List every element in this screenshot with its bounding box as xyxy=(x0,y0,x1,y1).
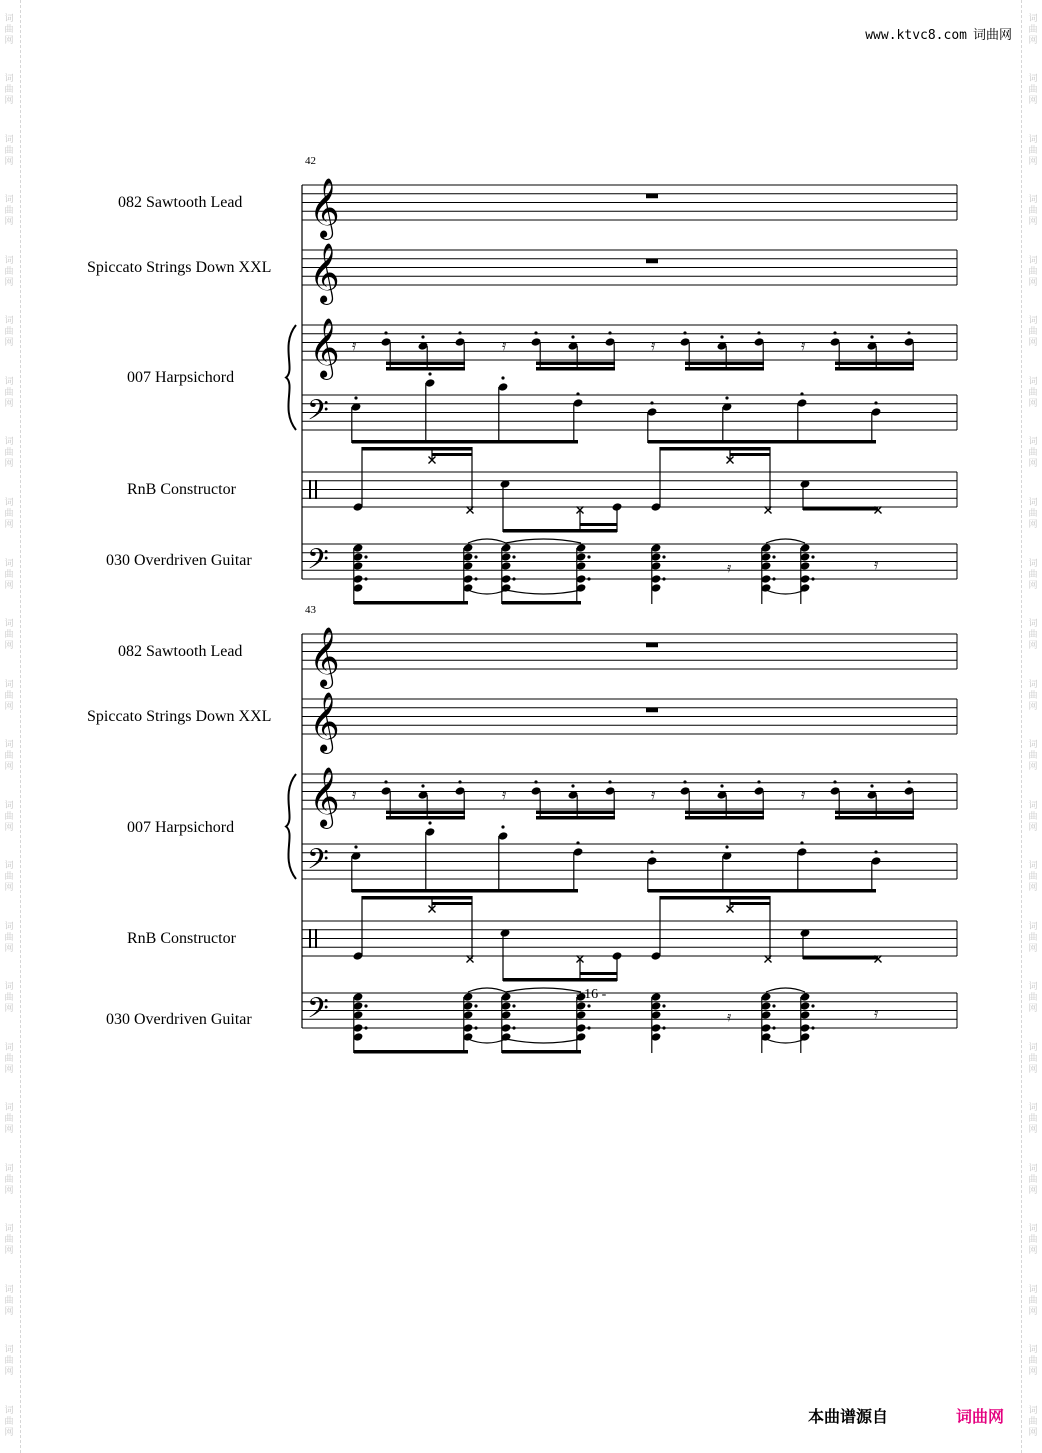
instrument-label: 007 Harpsichord xyxy=(127,819,235,836)
watermark-glyph: 词 曲 网 xyxy=(4,195,14,228)
staccato-dot xyxy=(512,1004,515,1007)
staccato-dot xyxy=(512,555,515,558)
beam xyxy=(432,453,472,456)
beam xyxy=(730,453,770,456)
tie-arc xyxy=(468,590,506,594)
tie-arc xyxy=(506,1039,581,1043)
watermark-glyph: 词 曲 网 xyxy=(4,1345,14,1378)
watermark-glyph: 词 曲 网 xyxy=(4,255,14,288)
watermark-glyph: 词 曲 网 xyxy=(1028,558,1038,591)
staccato-dot xyxy=(874,401,877,404)
watermark-glyph: 词 曲 网 xyxy=(4,316,14,349)
watermark-glyph: 词 曲 网 xyxy=(4,861,14,894)
staccato-dot xyxy=(907,331,910,334)
watermark-glyph: 词 曲 网 xyxy=(1028,861,1038,894)
staccato-dot xyxy=(587,1026,590,1029)
watermark-glyph: 词 曲 网 xyxy=(1028,679,1038,712)
watermark-glyph: 词 曲 网 xyxy=(4,1042,14,1075)
beam xyxy=(354,1050,468,1054)
staccato-dot xyxy=(364,1004,367,1007)
beam xyxy=(835,367,914,371)
tie-arc xyxy=(506,988,581,992)
staccato-dot xyxy=(720,335,723,338)
watermark-glyph: 词 曲 网 xyxy=(4,74,14,107)
staccato-dot xyxy=(534,780,537,783)
beam xyxy=(362,447,472,451)
staccato-dot xyxy=(364,577,367,580)
tie-arc xyxy=(468,1039,506,1043)
beam xyxy=(536,811,615,815)
beam xyxy=(685,367,764,371)
beam xyxy=(685,362,764,366)
staccato-dot xyxy=(571,784,574,787)
beam xyxy=(580,523,617,526)
instrument-label: 082 Sawtooth Lead xyxy=(118,194,243,211)
watermark-glyph: 词 曲 网 xyxy=(4,134,14,167)
beam xyxy=(352,440,578,444)
staccato-dot xyxy=(870,335,873,338)
page-number: - 16 - xyxy=(576,987,607,1002)
sixteenth-rest-icon: 𝄿 xyxy=(801,338,806,354)
percussion-clef-icon xyxy=(315,480,317,499)
instrument-label: RnB Constructor xyxy=(127,930,236,947)
staccato-dot xyxy=(662,555,665,558)
watermark-glyph: 词 曲 网 xyxy=(1028,1163,1038,1196)
staccato-dot xyxy=(772,1026,775,1029)
watermark-glyph: 词 曲 网 xyxy=(1028,316,1038,349)
watermark-glyph: 词 曲 网 xyxy=(4,1224,14,1257)
watermark-glyph: 词 曲 网 xyxy=(4,13,14,46)
watermark-glyph: 词 曲 网 xyxy=(1028,1103,1038,1136)
staccato-dot xyxy=(811,1026,814,1029)
watermark-glyph: 词 曲 网 xyxy=(4,740,14,773)
staccato-dot xyxy=(757,780,760,783)
beam xyxy=(536,816,615,820)
beam xyxy=(803,956,878,960)
instrument-label: Spiccato Strings Down XXL xyxy=(87,708,272,725)
staccato-dot xyxy=(833,780,836,783)
watermark-glyph: 词 曲 网 xyxy=(4,558,14,591)
staccato-dot xyxy=(576,841,579,844)
staccato-dot xyxy=(650,850,653,853)
brace-icon xyxy=(286,774,296,879)
tie-arc xyxy=(766,1039,805,1043)
staccato-dot xyxy=(725,396,728,399)
treble-clef-icon: 𝄞 xyxy=(309,178,340,238)
whole-rest-icon xyxy=(646,643,658,648)
staccato-dot xyxy=(772,555,775,558)
beam xyxy=(354,601,468,605)
instrument-label: 030 Overdriven Guitar xyxy=(106,1011,252,1028)
beam xyxy=(660,896,770,900)
staccato-dot xyxy=(458,780,461,783)
watermark-glyph: 词 曲 网 xyxy=(1028,195,1038,228)
beam xyxy=(386,811,465,815)
beam xyxy=(803,507,878,511)
bass-clef-icon: 𝄢 xyxy=(307,992,329,1032)
beam xyxy=(835,362,914,366)
treble-clef-icon: 𝄞 xyxy=(309,692,340,752)
tie-arc xyxy=(766,590,805,594)
beam xyxy=(835,816,914,820)
beam xyxy=(503,978,617,982)
beam xyxy=(685,811,764,815)
staccato-dot xyxy=(421,784,424,787)
staccato-dot xyxy=(501,376,504,379)
tie-arc xyxy=(766,539,805,543)
staccato-dot xyxy=(421,335,424,338)
percussion-clef-icon xyxy=(309,929,311,948)
sixteenth-rest-icon: 𝄿 xyxy=(352,338,357,354)
sixteenth-rest-icon: 𝄿 xyxy=(874,1006,879,1022)
watermark-glyph: 词 曲 网 xyxy=(4,498,14,531)
beam xyxy=(685,816,764,820)
watermark-glyph: 词 曲 网 xyxy=(1028,921,1038,954)
staccato-dot xyxy=(683,331,686,334)
bass-clef-icon: 𝄢 xyxy=(307,543,329,583)
watermark-glyph: 词 曲 网 xyxy=(1028,74,1038,107)
instrument-label: 030 Overdriven Guitar xyxy=(106,552,252,569)
watermark-glyph: 词 曲 网 xyxy=(4,619,14,652)
site-url[interactable]: www.ktvc8.com xyxy=(865,28,967,43)
whole-rest-icon xyxy=(646,259,658,264)
watermark-glyph: 词 曲 网 xyxy=(1028,982,1038,1015)
staccato-dot xyxy=(354,845,357,848)
watermark-glyph: 词 曲 网 xyxy=(1028,255,1038,288)
tie-arc xyxy=(766,988,805,992)
watermark-glyph: 词 曲 网 xyxy=(4,1284,14,1317)
beam xyxy=(362,896,472,900)
staccato-dot xyxy=(587,577,590,580)
watermark-glyph: 词 曲 网 xyxy=(1028,1284,1038,1317)
watermark-glyph: 词 曲 网 xyxy=(1028,376,1038,409)
tie-arc xyxy=(506,539,581,543)
treble-clef-icon: 𝄞 xyxy=(309,627,340,687)
sixteenth-rest-icon: 𝄿 xyxy=(727,1009,732,1025)
staccato-dot xyxy=(474,1026,477,1029)
staccato-dot xyxy=(512,1026,515,1029)
staccato-dot xyxy=(474,555,477,558)
staccato-dot xyxy=(833,331,836,334)
staccato-dot xyxy=(474,1004,477,1007)
whole-rest-icon xyxy=(646,708,658,713)
staccato-dot xyxy=(512,577,515,580)
staccato-dot xyxy=(811,577,814,580)
beam xyxy=(352,889,578,893)
instrument-label: 082 Sawtooth Lead xyxy=(118,643,243,660)
staccato-dot xyxy=(428,372,431,375)
site-name: 词曲网 xyxy=(972,28,1012,43)
beam xyxy=(432,902,472,905)
watermark-glyph: 词 曲 网 xyxy=(1028,498,1038,531)
staccato-dot xyxy=(571,335,574,338)
staccato-dot xyxy=(501,825,504,828)
staccato-dot xyxy=(587,1004,590,1007)
instrument-label: 007 Harpsichord xyxy=(127,369,235,386)
watermark-glyph: 词 曲 网 xyxy=(1028,740,1038,773)
staccato-dot xyxy=(662,1004,665,1007)
bass-clef-icon: 𝄢 xyxy=(307,394,329,434)
tie-arc xyxy=(468,539,506,543)
watermark-glyph: 词 曲 网 xyxy=(4,1103,14,1136)
staccato-dot xyxy=(662,577,665,580)
treble-clef-icon: 𝄞 xyxy=(309,767,340,827)
tie-arc xyxy=(468,988,506,992)
treble-clef-icon: 𝄞 xyxy=(309,318,340,378)
staccato-dot xyxy=(458,331,461,334)
watermark-glyph: 词 曲 网 xyxy=(1028,1345,1038,1378)
beam xyxy=(386,362,465,366)
instrument-label: Spiccato Strings Down XXL xyxy=(87,259,272,276)
staccato-dot xyxy=(384,331,387,334)
beam xyxy=(502,1050,581,1054)
watermark-glyph: 词 曲 网 xyxy=(1028,1224,1038,1257)
beam xyxy=(503,529,617,533)
watermark-glyph: 词 曲 网 xyxy=(1028,134,1038,167)
beam xyxy=(536,362,615,366)
beam xyxy=(730,902,770,905)
instrument-label: RnB Constructor xyxy=(127,481,236,498)
measure-number: 42 xyxy=(305,155,316,167)
staccato-dot xyxy=(811,555,814,558)
whole-rest-icon xyxy=(646,194,658,199)
staccato-dot xyxy=(772,577,775,580)
staccato-dot xyxy=(364,555,367,558)
staccato-dot xyxy=(608,331,611,334)
brace-icon xyxy=(286,325,296,430)
staccato-dot xyxy=(364,1026,367,1029)
watermark-glyph: 词 曲 网 xyxy=(4,921,14,954)
staccato-dot xyxy=(384,780,387,783)
percussion-clef-icon xyxy=(315,929,317,948)
staccato-dot xyxy=(474,577,477,580)
watermark-glyph: 词 曲 网 xyxy=(4,982,14,1015)
staccato-dot xyxy=(587,555,590,558)
staccato-dot xyxy=(683,780,686,783)
staccato-dot xyxy=(720,784,723,787)
beam xyxy=(648,889,876,893)
staccato-dot xyxy=(354,396,357,399)
watermark-glyph: 词 曲 网 xyxy=(1028,800,1038,833)
beam xyxy=(835,811,914,815)
sixteenth-rest-icon: 𝄿 xyxy=(801,787,806,803)
watermark-glyph: 词 曲 网 xyxy=(1028,437,1038,470)
staccato-dot xyxy=(662,1026,665,1029)
beam xyxy=(580,972,617,975)
footer-source-label: 本曲谱源自 xyxy=(808,1407,889,1426)
staccato-dot xyxy=(800,392,803,395)
staccato-dot xyxy=(534,331,537,334)
staccato-dot xyxy=(725,845,728,848)
beam xyxy=(536,367,615,371)
beam xyxy=(502,601,581,605)
staccato-dot xyxy=(907,780,910,783)
staccato-dot xyxy=(757,331,760,334)
bass-clef-icon: 𝄢 xyxy=(307,843,329,883)
footer-brand-link[interactable]: 词曲网 xyxy=(956,1407,1005,1426)
staccato-dot xyxy=(874,850,877,853)
staccato-dot xyxy=(811,1004,814,1007)
watermark-glyph: 词 曲 网 xyxy=(4,376,14,409)
staccato-dot xyxy=(428,821,431,824)
watermark-glyph: 词 曲 网 xyxy=(4,437,14,470)
staccato-dot xyxy=(576,392,579,395)
measure-number: 43 xyxy=(305,604,316,616)
sixteenth-rest-icon: 𝄿 xyxy=(502,338,507,354)
staccato-dot xyxy=(870,784,873,787)
watermark-glyph: 词 曲 网 xyxy=(1028,13,1038,46)
staccato-dot xyxy=(800,841,803,844)
beam xyxy=(386,367,465,371)
percussion-clef-icon xyxy=(309,480,311,499)
beam xyxy=(660,447,770,451)
sixteenth-rest-icon: 𝄿 xyxy=(651,787,656,803)
tie-arc xyxy=(506,590,581,594)
watermark-glyph: 词 曲 网 xyxy=(4,1163,14,1196)
sixteenth-rest-icon: 𝄿 xyxy=(651,338,656,354)
watermark-glyph: 词 曲 网 xyxy=(4,679,14,712)
treble-clef-icon: 𝄞 xyxy=(309,243,340,303)
watermark-glyph: 词 曲 网 xyxy=(1028,1405,1038,1438)
staccato-dot xyxy=(650,401,653,404)
sixteenth-rest-icon: 𝄿 xyxy=(727,560,732,576)
watermark-glyph: 词 曲 网 xyxy=(1028,619,1038,652)
staccato-dot xyxy=(608,780,611,783)
watermark-glyph: 词 曲 网 xyxy=(4,1405,14,1438)
sixteenth-rest-icon: 𝄿 xyxy=(874,557,879,573)
beam xyxy=(386,816,465,820)
staccato-dot xyxy=(772,1004,775,1007)
beam xyxy=(648,440,876,444)
sixteenth-rest-icon: 𝄿 xyxy=(352,787,357,803)
sixteenth-rest-icon: 𝄿 xyxy=(502,787,507,803)
watermark-glyph: 词 曲 网 xyxy=(4,800,14,833)
watermark-glyph: 词 曲 网 xyxy=(1028,1042,1038,1075)
